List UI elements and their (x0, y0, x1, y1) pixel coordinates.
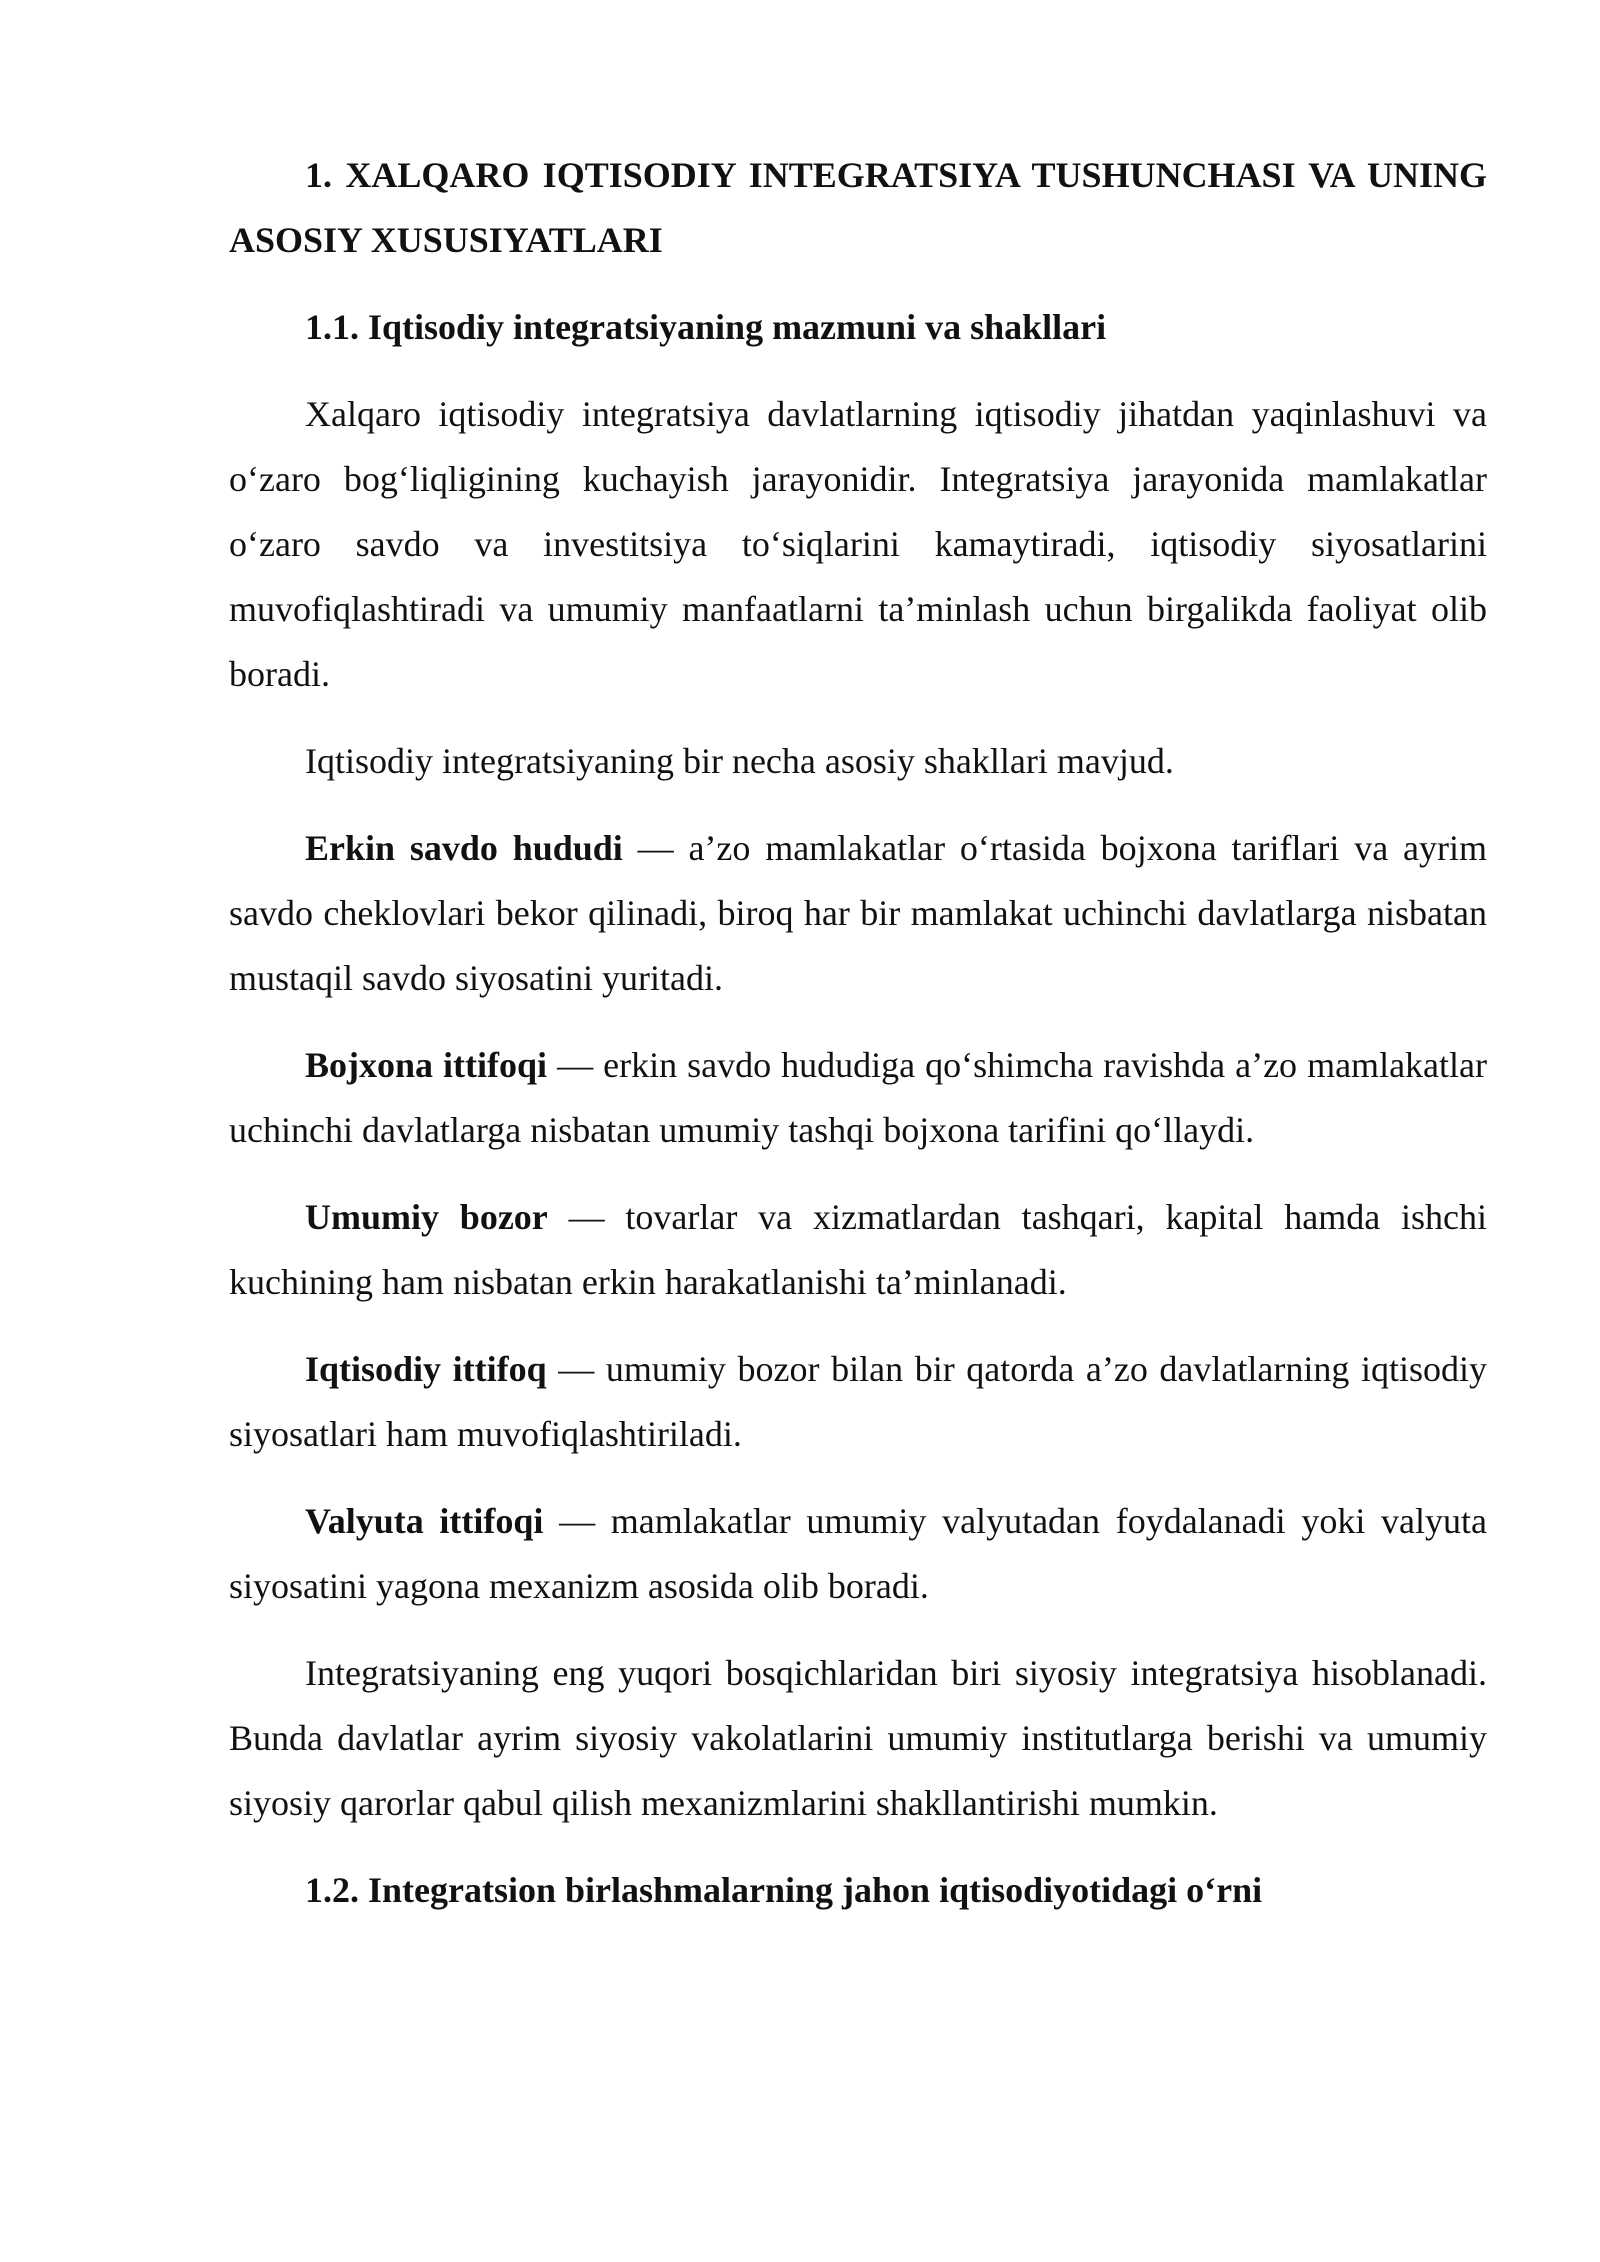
form-definition: — a’zo mamlakatlar o‘rtasida bojxona tariflari va ayrim savdo cheklovlari bekor qilinadi, biroq har bir mamlakat uchinchi davlatlarga nisbatan mustaqil savdo siyosatini yuritadi. (229, 828, 1487, 998)
form-term: Bojxona ittifoqi (305, 1045, 548, 1085)
paragraph-forms-intro: Iqtisodiy integratsiyaning bir necha asosiy shakllari mavjud. (305, 741, 1174, 781)
form-paragraph-currency-union (229, 1489, 1487, 1619)
form-term: Iqtisodiy ittifoq (305, 1349, 547, 1389)
document-body (229, 143, 1487, 1923)
paragraph-intro: Xalqaro iqtisodiy integratsiya davlatlarning iqtisodiy jihatdan yaqinlashuvi va o‘zaro bog‘liqligining kuchayish jarayonidir. Integratsiya jarayonida mamlakatlar o‘zaro savdo va investitsiya to‘siqlarini kamaytiradi, iqtisodiy siyosatlarini muvofiqlashtiradi va umumiy manfaatlarni ta’minlash uchun birgalikda faoliyat olib boradi. (229, 394, 1487, 694)
form-definition: — tovarlar va xizmatlardan tashqari, kapital hamda ishchi kuchining ham nisbatan erkin harakatlanishi ta’minlanadi. (229, 1197, 1487, 1302)
section-heading-1-1: 1.1. Iqtisodiy integratsiyaning mazmuni va shakllari (305, 307, 1107, 347)
form-term: Erkin savdo hududi (305, 828, 623, 868)
paragraph-political-integration: Integratsiyaning eng yuqori bosqichlaridan biri siyosiy integratsiya hisoblanadi. Bunda davlatlar ayrim siyosiy vakolatlarini umumiy institutlarga berishi va umumiy siyosiy qarorlar qabul qilish mexanizmlarini shakllantirishi mumkin. (229, 1653, 1487, 1823)
form-definition: — erkin savdo hududiga qo‘shimcha ravishda a’zo mamlakatlar uchinchi davlatlarga nisbatan umumiy tashqi bojxona tarifini qo‘llaydi. (229, 1045, 1487, 1150)
form-term: Umumiy bozor (305, 1197, 548, 1237)
form-paragraph-common-market (229, 1185, 1487, 1315)
form-paragraph-economic-union (229, 1337, 1487, 1467)
form-definition: — umumiy bozor bilan bir qatorda a’zo davlatlarning iqtisodiy siyosatlari ham muvofiqlashtiriladi. (229, 1349, 1487, 1454)
form-definition: — mamlakatlar umumiy valyutadan foydalanadi yoki valyuta siyosatini yagona mexanizm asosida olib boradi. (229, 1501, 1487, 1606)
section-heading-1-2: 1.2. Integratsion birlashmalarning jahon iqtisodiyotidagi o‘rni (305, 1870, 1263, 1910)
form-term: Valyuta ittifoqi (305, 1501, 544, 1541)
form-paragraph-customs-union (229, 1033, 1487, 1163)
form-paragraph-free-trade-area (229, 816, 1487, 1011)
chapter-heading: 1. XALQARO IQTISODIY INTEGRATSIYA TUSHUNCHASI VA UNING ASOSIY XUSUSIYATLARI (229, 155, 1487, 260)
